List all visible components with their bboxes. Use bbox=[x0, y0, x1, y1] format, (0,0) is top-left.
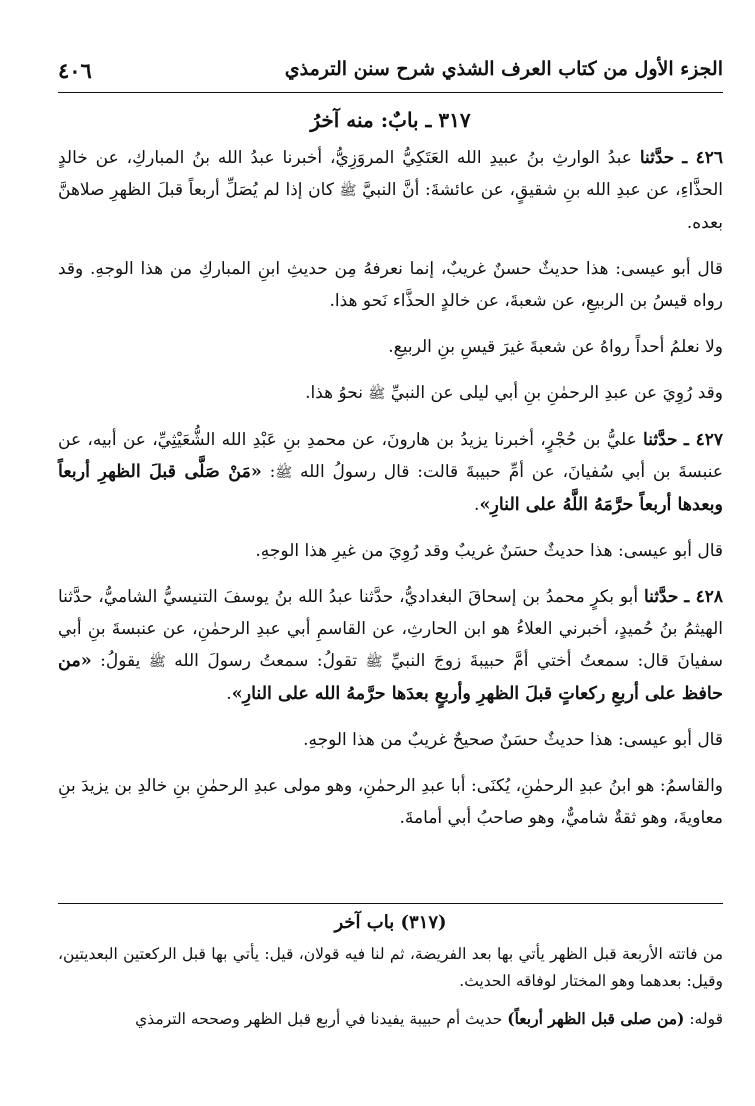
hadith-number: ٤٢٨ ـ bbox=[684, 587, 724, 607]
hadith-text-lead: يقولُ: bbox=[91, 651, 149, 671]
prophetic-quote: «مَنْ صَلَّى قبلَ الظهرِ أربعاً وبعدها أربعاً حرَّمَهُ اللَّهُ على النارِ» bbox=[58, 462, 723, 515]
hadith-427 bbox=[58, 424, 723, 521]
prophetic-quote: «من حافظ على أربعِ ركعاتٍ قبلَ الظهرِ وأربعٍ بعدَها حرَّمهُ الله على النارِ» bbox=[58, 651, 723, 704]
running-title: الجزء الأول من كتاب العرف الشذي شرح سنن الترمذي bbox=[284, 58, 723, 80]
notes-quoted-phrase: (من صلى قبل الظهر أربعاً) bbox=[507, 1009, 685, 1028]
salawat-symbol: ﷺ bbox=[275, 465, 293, 481]
hadith-text-end: كان إذا لم يُصَلِّ أربعاً قبلَ الظهرِ صلاهنَّ بعده. bbox=[58, 180, 723, 233]
haddathana-word: حدَّثنا bbox=[643, 430, 678, 450]
chapter-number: ٣١٧ bbox=[438, 108, 471, 132]
main-text bbox=[58, 108, 723, 834]
hadith-text: عليُّ بن حُجْرٍ، أخبرنا يزيدُ بن هارونَ، عن محمدِ بنِ عَبْدِ الله الشُّعَيْثِيِّ، عن أبيه، عن عنبسةَ بن أبي سُفيانَ، عن أمِّ حبيبةَ قالت: قال رسولُ الله bbox=[58, 430, 723, 482]
hadith-426 bbox=[58, 142, 723, 239]
remark-427: قال أبو عيسى: هذا حديثٌ حسَنٌ غريبٌ وقد رُوِيَ من غيرِ هذا الوجهِ. bbox=[255, 541, 723, 561]
period: . bbox=[226, 684, 232, 704]
period: . bbox=[474, 495, 480, 515]
chapter-heading bbox=[58, 108, 723, 132]
footnote-rule bbox=[58, 903, 723, 904]
notes-paragraph-1: من فاتته الأربعة قبل الظهر يأتي بها بعد الفريضة، ثم لنا فيه قولان، قيل: يأتي بها قبل الركعتين البعديتين، وقيل: بعدهما وهو المختار لوفاقه الحديث. bbox=[58, 945, 723, 990]
running-header bbox=[58, 50, 723, 90]
hadith-number: ٤٢٧ ـ bbox=[683, 430, 723, 450]
notes-lead: قوله: bbox=[684, 1010, 723, 1028]
salawat-symbol: ﷺ bbox=[368, 386, 386, 402]
remark-428-b: والقاسمُ: هو ابنُ عبدِ الرحمٰنِ، يُكنَى: أبا عبدِ الرحمٰنِ، وهو مولى عبدِ الرحمٰنِ بنِ خالدِ بن يزيدَ بنِ معاويةَ، وهو ثقةٌ شاميٌّ، وهو صاحبُ أبي أمامةَ. bbox=[58, 776, 723, 828]
haddathana-word: حدَّثنا bbox=[639, 148, 675, 168]
notes-heading: (٣١٧) باب آخر bbox=[334, 912, 447, 933]
colon: : bbox=[261, 462, 276, 482]
remark-text-end: نحوُ هذا. bbox=[305, 383, 369, 403]
hadith-text: عبدُ الوارثِ بنُ عبيدِ الله العَتَكِيُّ المروَزِيُّ، أخبرنا عبدُ الله بنُ المباركِ، عن خالدٍ الحذَّاءِ، عن عبدِ الله بنِ شقيقٍ، عن عائشةَ: أنَّ النبيَّ bbox=[58, 148, 723, 200]
hadith-text: أبو بكرٍ محمدُ بن إسحاقَ البغداديُّ، حدَّثنا عبدُ الله بنُ يوسفَ التنيسيُّ الشاميُّ، حدَّثنا الهيثمُ بنُ حُميدٍ، أخبرني العلاءُ هو ابن الحارثِ، عن القاسمِ أبي عبدِ الرحمٰنِ، عن عنبسةَ بنِ أبي سفيانَ قال: سمعتُ أختي أمَّ حبيبةَ زوجَ النبيِّ bbox=[58, 587, 723, 671]
salawat-symbol: ﷺ bbox=[339, 183, 357, 199]
haddathana-word: حدَّثنا bbox=[643, 587, 679, 607]
chapter-title: ـ بابٌ: منه آخرُ bbox=[310, 108, 432, 132]
notes-paragraph-2 bbox=[58, 1005, 723, 1033]
remark-426-b: ولا نعلمُ أحداً رواهُ عن شعبةَ غيرَ قيسِ بنِ الربيعِ. bbox=[388, 337, 723, 357]
remark-text: وقد رُوِيَ عن عبدِ الرحمٰنِ بنِ أبي ليلى عن النبيِّ bbox=[385, 383, 723, 403]
hadith-number: ٤٢٦ ـ bbox=[682, 148, 723, 168]
remark-426-c bbox=[58, 377, 723, 410]
remark-426-a: قال أبو عيسى: هذا حديثٌ حسنٌ غريبٌ، إنما نعرفهُ مِن حديثِ ابنِ المباركِ من هذا الوجهِ. وقد رواه قيسُ بن الربيعِ، عن شعبةَ، عن خالدٍ الحذَّاء نَحو هذا. bbox=[58, 259, 723, 311]
remark-428-a: قال أبو عيسى: هذا حديثٌ حسَنٌ صحيحٌ غريبٌ من هذا الوجهِ. bbox=[303, 730, 723, 750]
hadith-text-mid: تقولُ: سمعتُ رسولَ الله bbox=[165, 651, 366, 671]
header-rule bbox=[58, 92, 723, 93]
commentary-notes bbox=[58, 912, 723, 1033]
page-number: ٤٠٦ bbox=[58, 58, 92, 83]
notes-rest: حديث أم حبيبة يفيدنا في أربع قبل الظهر وصححه الترمذي bbox=[135, 1010, 508, 1028]
salawat-symbol: ﷺ bbox=[365, 654, 383, 670]
salawat-symbol: ﷺ bbox=[148, 654, 166, 670]
hadith-428 bbox=[58, 581, 723, 710]
